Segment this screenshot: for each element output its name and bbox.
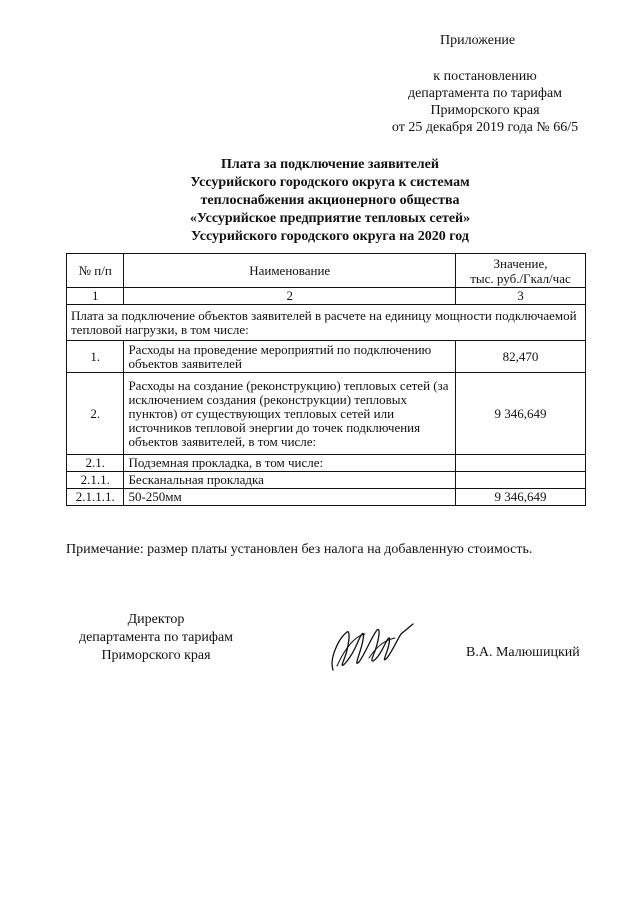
row-name: Расходы на создание (реконструкцию) тепловых сетей (за исключением создания (реконструкции) тепловых пунктов) от существующих тепловых сетей или источников тепловой энергии до точек подключения объектов заявителей, в том числе: (124, 373, 456, 455)
section-text: Плата за подключение объектов заявителей в расчете на единицу мощности подключаемой тепловой нагрузки, в том числе: (67, 305, 586, 341)
header-num: № п/п (67, 254, 124, 288)
title-line: теплоснабжения акционерного общества (200, 193, 460, 208)
row-name: Бесканальная прокладка (124, 472, 456, 489)
row-num: 2.1.1.1. (67, 489, 124, 506)
row-num: 2. (67, 373, 124, 455)
signatory-name: В.А. Малюшицкий (466, 645, 580, 660)
table-row (67, 341, 586, 373)
table-row (67, 455, 586, 472)
handwritten-signature (325, 618, 417, 678)
row-name: 50-250мм (124, 489, 456, 506)
row-value: 9 346,649 (455, 489, 585, 506)
title-line: Уссурийского городского округа к системам (190, 175, 470, 190)
footnote: Примечание: размер платы установлен без налога на добавленную стоимость. (66, 542, 533, 557)
resolution-line: к постановлению (433, 69, 537, 84)
col-number: 1 (67, 288, 124, 305)
document-title (130, 156, 530, 246)
table-row (67, 472, 586, 489)
header-value-line2: тыс. руб./Гкал/час (470, 270, 571, 286)
row-num: 1. (67, 341, 124, 373)
position-line: департамента по тарифам (78, 630, 234, 645)
row-num: 2.1. (67, 455, 124, 472)
row-name: Расходы на проведение мероприятий по подключению объектов заявителей (124, 341, 456, 373)
resolution-line: Приморского края (430, 103, 540, 118)
signatory-position (66, 611, 246, 665)
row-value (455, 455, 585, 472)
row-value: 82,470 (455, 341, 585, 373)
position-line: Директор (127, 612, 185, 627)
header-name: Наименование (124, 254, 456, 288)
row-name: Подземная прокладка, в том числе: (124, 455, 456, 472)
section-row (67, 305, 586, 341)
tariff-table (66, 253, 586, 506)
header-value (455, 254, 585, 288)
row-num: 2.1.1. (67, 472, 124, 489)
resolution-line: от 25 декабря 2019 года № 66/5 (391, 120, 579, 135)
appendix-title: Приложение (440, 33, 516, 48)
col-number: 3 (455, 288, 585, 305)
title-line: Уссурийского городского округа на 2020 год (191, 229, 469, 244)
title-line: «Уссурийское предприятие тепловых сетей» (189, 211, 471, 226)
table-row (67, 489, 586, 506)
position-line: Приморского края (101, 648, 211, 663)
title-line: Плата за подключение заявителей (221, 157, 439, 172)
table-header-row (67, 254, 586, 288)
resolution-line: департамента по тарифам (407, 86, 563, 101)
row-value (455, 472, 585, 489)
column-number-row (67, 288, 586, 305)
header-value-line1: Значение, (493, 255, 548, 271)
col-number: 2 (124, 288, 456, 305)
row-value: 9 346,649 (455, 373, 585, 455)
table-row (67, 373, 586, 455)
resolution-reference (380, 68, 590, 136)
